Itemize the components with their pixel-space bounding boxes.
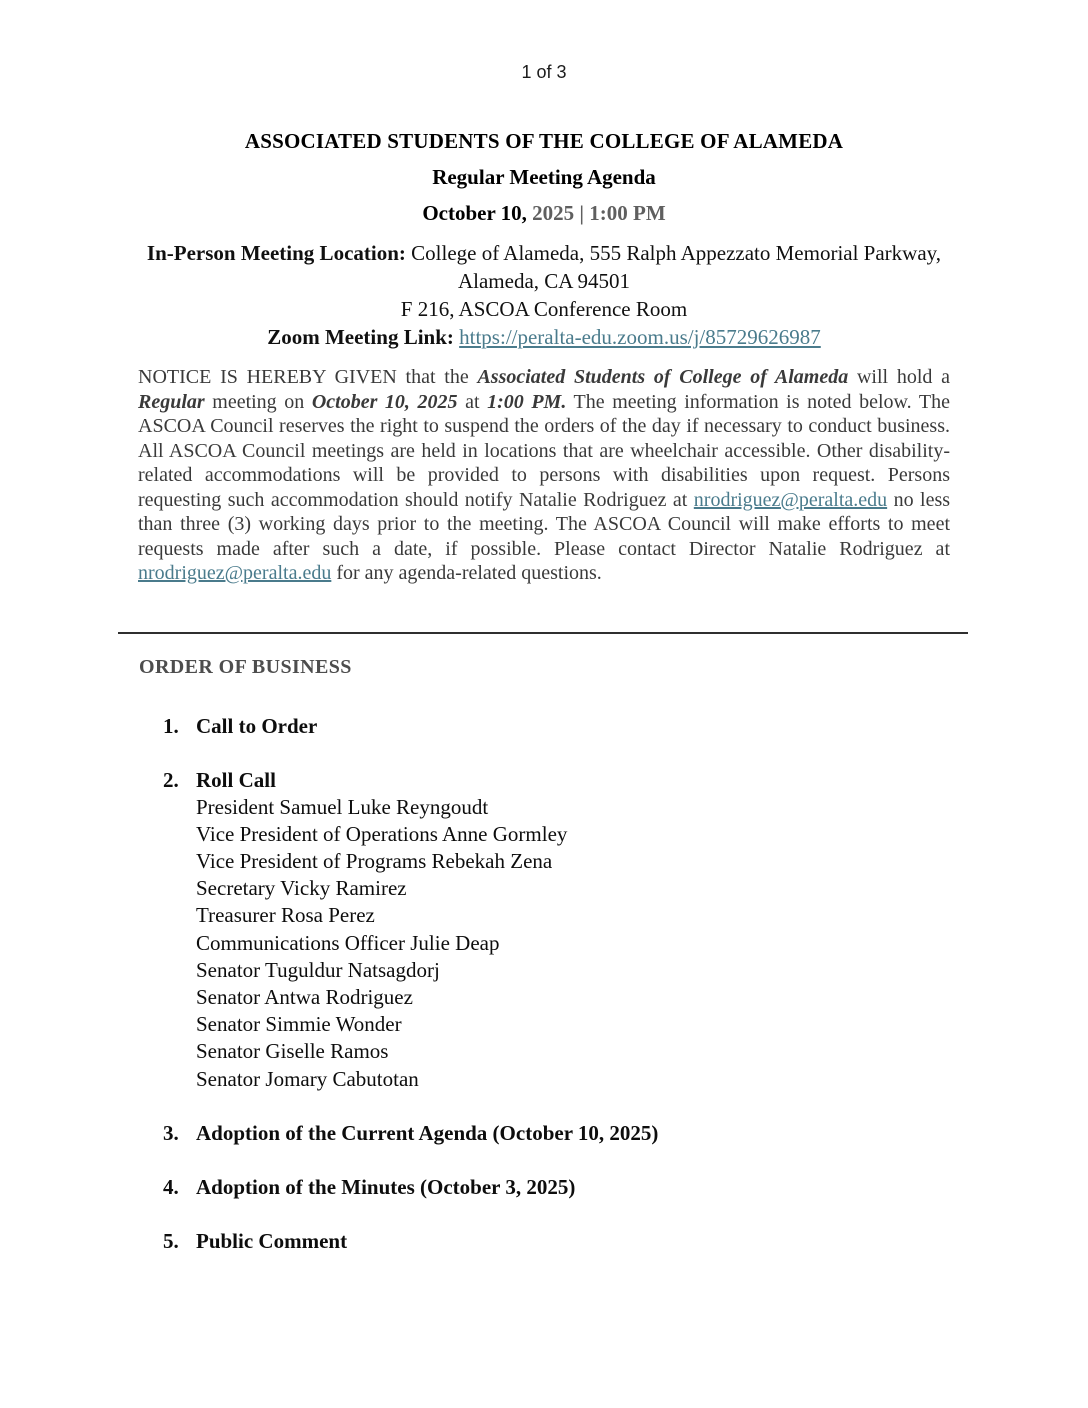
roll-call-member-list bbox=[196, 794, 1088, 1093]
agenda-list bbox=[163, 713, 1088, 1255]
agenda-item-roll-call bbox=[163, 767, 1088, 794]
notice-text: no less than three (3) working days prior to the meeting. The ASCOA Council will make efforts to meet requests made after such a date, if possible. Please contact Director Natalie Rodriguez at bbox=[138, 488, 951, 560]
agenda-item-number: 3. bbox=[163, 1120, 179, 1145]
meeting-location-block bbox=[0, 239, 1088, 351]
location-line-1 bbox=[0, 239, 1088, 267]
zoom-link-line bbox=[0, 323, 1088, 351]
list-item: Senator Simmie Wonder bbox=[196, 1012, 402, 1037]
email-link[interactable]: nrodriguez@peralta.edu bbox=[138, 562, 332, 584]
notice-meeting-type-emphasis: Regular bbox=[138, 390, 205, 413]
zoom-link-label: Zoom Meeting Link: bbox=[267, 325, 460, 349]
list-item: Vice President of Operations Anne Gormley bbox=[196, 821, 568, 846]
location-label: In-Person Meeting Location: bbox=[146, 241, 406, 265]
agenda-item-adopt-minutes bbox=[163, 1174, 1088, 1201]
list-item: Vice President of Programs Rebekah Zena bbox=[196, 848, 553, 873]
email-link[interactable]: nrodriguez@peralta.edu bbox=[693, 488, 888, 511]
notice-text: meeting on bbox=[204, 390, 312, 413]
organization-title: ASSOCIATED STUDENTS OF THE COLLEGE OF ALAMEDA bbox=[244, 129, 844, 153]
notice-text: The meeting information is noted below. The ASCOA Council reserves the right to suspend the orders of the day if necessary to conduct business. All ASCOA Council meetings are held in locations that are wheelchair accessible. Other disability-related accommodations will be provided to persons with disabilities upon request. Persons requesting such accommodation should notify Natalie Rodriguez at bbox=[138, 390, 950, 511]
agenda-item-call-to-order bbox=[163, 713, 1088, 740]
agenda-item-adopt-agenda bbox=[163, 1120, 1088, 1147]
agenda-item-public-comment bbox=[163, 1228, 1088, 1255]
agenda-item-label: Public Comment bbox=[196, 1228, 348, 1253]
notice-text: for any agenda-related questions. bbox=[331, 562, 602, 584]
notice-time-emphasis: 1:00 PM. bbox=[487, 390, 567, 413]
agenda-item-number: 2. bbox=[163, 767, 179, 792]
notice-date-emphasis: October 10, 2025 bbox=[311, 390, 458, 413]
agenda-item-number: 4. bbox=[163, 1174, 179, 1199]
notice-org-emphasis: Associated Students of College of Alameda bbox=[477, 366, 849, 388]
list-item: Senator Tuguldur Natsagdorj bbox=[196, 957, 440, 982]
document-header bbox=[0, 127, 1088, 227]
list-item: Treasurer Rosa Perez bbox=[196, 903, 375, 928]
zoom-meeting-link[interactable]: https://peralta-edu.zoom.us/j/85729626987 bbox=[459, 325, 821, 349]
list-item: Senator Antwa Rodriguez bbox=[196, 984, 413, 1009]
location-address: College of Alameda, 555 Ralph Appezzato Memorial Parkway, bbox=[405, 241, 942, 265]
location-line-3: F 216, ASCOA Conference Room bbox=[400, 297, 688, 321]
list-item: Senator Giselle Ramos bbox=[196, 1039, 389, 1064]
agenda-item-label: Roll Call bbox=[196, 767, 276, 792]
notice-paragraph bbox=[138, 365, 950, 586]
agenda-item-label: Adoption of the Minutes (October 3, 2025) bbox=[196, 1174, 576, 1199]
page-number: 1 of 3 bbox=[521, 62, 567, 82]
list-item: Communications Officer Julie Deap bbox=[196, 930, 500, 955]
agenda-item-number: 1. bbox=[163, 713, 179, 738]
horizontal-rule bbox=[118, 632, 968, 634]
notice-text: will hold a bbox=[848, 366, 951, 388]
list-item: President Samuel Luke Reyngoudt bbox=[196, 794, 489, 819]
agenda-item-number: 5. bbox=[163, 1228, 179, 1253]
agenda-item-label: Adoption of the Current Agenda (October 10, 2025) bbox=[196, 1120, 659, 1145]
meeting-year-time: 2025 | 1:00 PM bbox=[526, 201, 666, 225]
notice-text: at bbox=[457, 390, 488, 413]
meeting-date-line bbox=[0, 199, 1088, 227]
list-item: Secretary Vicky Ramirez bbox=[196, 876, 407, 901]
order-of-business-heading: ORDER OF BUSINESS bbox=[139, 655, 352, 678]
meeting-date: October 10, bbox=[422, 201, 527, 225]
location-line-2: Alameda, CA 94501 bbox=[457, 269, 631, 293]
list-item: Senator Jomary Cabutotan bbox=[196, 1066, 419, 1091]
agenda-item-label: Call to Order bbox=[196, 713, 318, 738]
document-title: Regular Meeting Agenda bbox=[432, 165, 656, 189]
notice-text: NOTICE IS HEREBY GIVEN that the bbox=[138, 366, 478, 388]
